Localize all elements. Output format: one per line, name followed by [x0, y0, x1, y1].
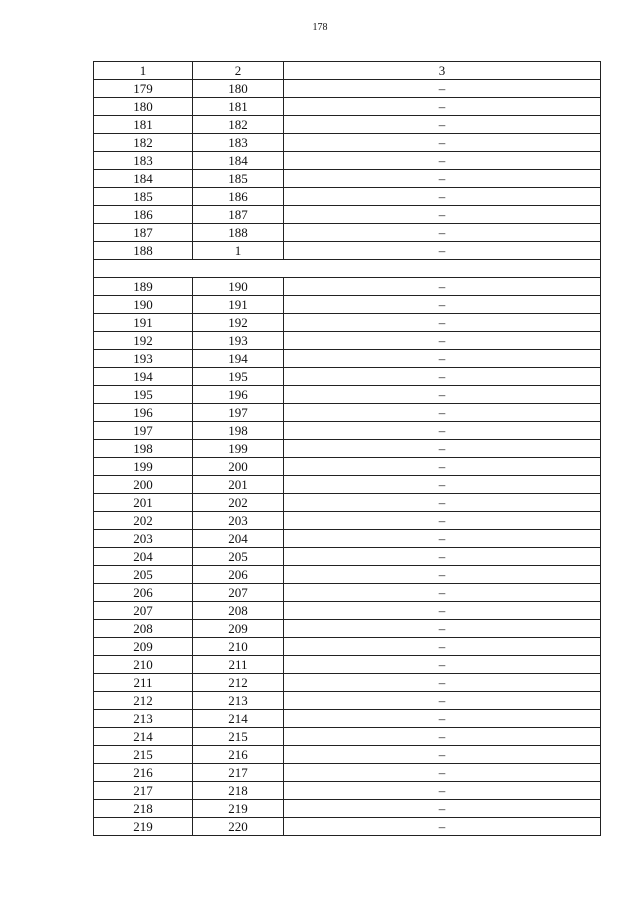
table-cell-col1: 185 — [94, 188, 193, 206]
table-cell-col1: 183 — [94, 152, 193, 170]
table-row — [94, 458, 601, 476]
table-cell-col3: – — [284, 710, 601, 728]
table-cell-col1: 217 — [94, 782, 193, 800]
page-number: 178 — [312, 22, 328, 33]
table-cell-col3: – — [284, 602, 601, 620]
table-cell-col2: 217 — [193, 764, 284, 782]
table-cell-col1: 194 — [94, 368, 193, 386]
table-cell-col1: 199 — [94, 458, 193, 476]
table-cell-col2: 218 — [193, 782, 284, 800]
table-cell-col1: 180 — [94, 98, 193, 116]
table-cell-col1: 182 — [94, 134, 193, 152]
table-cell-col3: – — [284, 422, 601, 440]
table-row — [94, 476, 601, 494]
table-cell-col3: – — [284, 656, 601, 674]
table-cell-col2: 193 — [193, 332, 284, 350]
table-cell-col1: 195 — [94, 386, 193, 404]
table-cell-col2: 198 — [193, 422, 284, 440]
column-header-3: 3 — [284, 62, 601, 80]
table-cell-col3: – — [284, 404, 601, 422]
table-row — [94, 368, 601, 386]
table-cell-col3: – — [284, 494, 601, 512]
table-cell-col3: – — [284, 134, 601, 152]
table-cell-col2: 180 — [193, 80, 284, 98]
table-row — [94, 566, 601, 584]
table-row — [94, 494, 601, 512]
table-cell-col3: – — [284, 98, 601, 116]
table-cell-col2: 215 — [193, 728, 284, 746]
table-cell-col2: 208 — [193, 602, 284, 620]
table-cell-col2: 199 — [193, 440, 284, 458]
table-row — [94, 350, 601, 368]
table-header-row — [94, 62, 601, 80]
table-row — [94, 386, 601, 404]
table-cell-col1: 215 — [94, 746, 193, 764]
table-cell-col1: 197 — [94, 422, 193, 440]
table-cell-col2: 211 — [193, 656, 284, 674]
table-cell-col1: 202 — [94, 512, 193, 530]
table-cell-col3: – — [284, 800, 601, 818]
table-row — [94, 116, 601, 134]
table-row — [94, 548, 601, 566]
table-cell-col3: – — [284, 170, 601, 188]
table-cell-col2: 220 — [193, 818, 284, 836]
column-header-2: 2 — [193, 62, 284, 80]
table-cell-col2: 216 — [193, 746, 284, 764]
table-cell-col2: 214 — [193, 710, 284, 728]
table-cell-col3: – — [284, 206, 601, 224]
table-row — [94, 710, 601, 728]
table-cell-col3: – — [284, 548, 601, 566]
table-cell-col3: – — [284, 80, 601, 98]
table-cell-col3: – — [284, 782, 601, 800]
table-cell-col1: 208 — [94, 620, 193, 638]
table-cell-col3: – — [284, 530, 601, 548]
table-cell-col1: 211 — [94, 674, 193, 692]
table-cell-col2: 185 — [193, 170, 284, 188]
table-body — [94, 62, 601, 836]
table-cell-col3: – — [284, 152, 601, 170]
table-cell-col3: – — [284, 746, 601, 764]
table-cell-col1: 192 — [94, 332, 193, 350]
table-cell-col2: 207 — [193, 584, 284, 602]
table-cell-col1: 190 — [94, 296, 193, 314]
table-row — [94, 314, 601, 332]
table-cell-col1: 219 — [94, 818, 193, 836]
table-cell-col1: 210 — [94, 656, 193, 674]
table-cell-col1: 198 — [94, 440, 193, 458]
table-cell-col3: – — [284, 278, 601, 296]
table-row — [94, 602, 601, 620]
table-cell-col1: 204 — [94, 548, 193, 566]
table-row — [94, 224, 601, 242]
table-cell-col1: 212 — [94, 692, 193, 710]
table-cell-col1: 216 — [94, 764, 193, 782]
table-cell-col2: 184 — [193, 152, 284, 170]
table-row — [94, 512, 601, 530]
table-cell-col1: 213 — [94, 710, 193, 728]
table-row — [94, 278, 601, 296]
table-cell-col2: 210 — [193, 638, 284, 656]
table-cell-col2: 1 — [193, 242, 284, 260]
table-cell-col3: – — [284, 350, 601, 368]
table-row — [94, 638, 601, 656]
table-cell-col1: 207 — [94, 602, 193, 620]
table-cell-col2: 195 — [193, 368, 284, 386]
table-cell-col3: – — [284, 620, 601, 638]
table-cell-col3: – — [284, 296, 601, 314]
table-cell-col1: 205 — [94, 566, 193, 584]
table-row — [94, 782, 601, 800]
table-cell-col2: 213 — [193, 692, 284, 710]
table-cell-col2: 201 — [193, 476, 284, 494]
table-row — [94, 80, 601, 98]
table-cell-col1: 181 — [94, 116, 193, 134]
table-row — [94, 242, 601, 260]
table-cell-col3: – — [284, 440, 601, 458]
table-cell-col1: 187 — [94, 224, 193, 242]
table-row — [94, 746, 601, 764]
table-cell-col3: – — [284, 476, 601, 494]
table-row — [94, 692, 601, 710]
table-row — [94, 134, 601, 152]
table-cell-col1: 218 — [94, 800, 193, 818]
table-row — [94, 530, 601, 548]
table-cell-col2: 203 — [193, 512, 284, 530]
table-cell-col3: – — [284, 188, 601, 206]
separator-cell — [94, 260, 601, 278]
table-row — [94, 98, 601, 116]
table-row — [94, 800, 601, 818]
table-cell-col3: – — [284, 728, 601, 746]
table-cell-col1: 201 — [94, 494, 193, 512]
table-cell-col3: – — [284, 566, 601, 584]
table-cell-col1: 193 — [94, 350, 193, 368]
table-cell-col3: – — [284, 512, 601, 530]
table-row — [94, 332, 601, 350]
table-cell-col1: 196 — [94, 404, 193, 422]
table-cell-col2: 204 — [193, 530, 284, 548]
table-row — [94, 764, 601, 782]
table-row — [94, 674, 601, 692]
table-row — [94, 170, 601, 188]
table-cell-col3: – — [284, 458, 601, 476]
table-row — [94, 404, 601, 422]
table-cell-col3: – — [284, 368, 601, 386]
table-cell-col1: 203 — [94, 530, 193, 548]
table-cell-col3: – — [284, 242, 601, 260]
table-cell-col3: – — [284, 224, 601, 242]
table-cell-col2: 190 — [193, 278, 284, 296]
table-cell-col2: 197 — [193, 404, 284, 422]
table-cell-col3: – — [284, 332, 601, 350]
table-cell-col2: 188 — [193, 224, 284, 242]
table-cell-col1: 189 — [94, 278, 193, 296]
table-cell-col2: 205 — [193, 548, 284, 566]
table-cell-col2: 202 — [193, 494, 284, 512]
table-cell-col2: 212 — [193, 674, 284, 692]
table-cell-col1: 214 — [94, 728, 193, 746]
table-cell-col3: – — [284, 764, 601, 782]
table-row — [94, 422, 601, 440]
table-cell-col1: 184 — [94, 170, 193, 188]
table-row — [94, 296, 601, 314]
table-cell-col2: 187 — [193, 206, 284, 224]
table-cell-col2: 192 — [193, 314, 284, 332]
table-row — [94, 728, 601, 746]
table-row — [94, 188, 601, 206]
column-header-1: 1 — [94, 62, 193, 80]
table-cell-col2: 219 — [193, 800, 284, 818]
table-cell-col1: 186 — [94, 206, 193, 224]
table-cell-col2: 183 — [193, 134, 284, 152]
table-row — [94, 818, 601, 836]
table-cell-col1: 206 — [94, 584, 193, 602]
table-cell-col2: 194 — [193, 350, 284, 368]
table-cell-col1: 209 — [94, 638, 193, 656]
table-cell-col3: – — [284, 314, 601, 332]
table-row — [94, 620, 601, 638]
table-cell-col1: 188 — [94, 242, 193, 260]
table-cell-col3: – — [284, 692, 601, 710]
table-cell-col1: 179 — [94, 80, 193, 98]
table-cell-col2: 206 — [193, 566, 284, 584]
section-separator-row — [94, 260, 601, 278]
table-cell-col2: 209 — [193, 620, 284, 638]
table-cell-col3: – — [284, 116, 601, 134]
table-cell-col3: – — [284, 638, 601, 656]
table-cell-col2: 182 — [193, 116, 284, 134]
table-cell-col1: 191 — [94, 314, 193, 332]
data-table — [93, 61, 601, 836]
table-row — [94, 656, 601, 674]
table-row — [94, 206, 601, 224]
table-cell-col2: 196 — [193, 386, 284, 404]
table-cell-col1: 200 — [94, 476, 193, 494]
table-cell-col3: – — [284, 386, 601, 404]
table-row — [94, 584, 601, 602]
table-cell-col2: 186 — [193, 188, 284, 206]
table-cell-col2: 181 — [193, 98, 284, 116]
table-row — [94, 152, 601, 170]
table-row — [94, 440, 601, 458]
table-cell-col2: 200 — [193, 458, 284, 476]
table-cell-col3: – — [284, 818, 601, 836]
table-cell-col3: – — [284, 674, 601, 692]
table-cell-col2: 191 — [193, 296, 284, 314]
table-cell-col3: – — [284, 584, 601, 602]
